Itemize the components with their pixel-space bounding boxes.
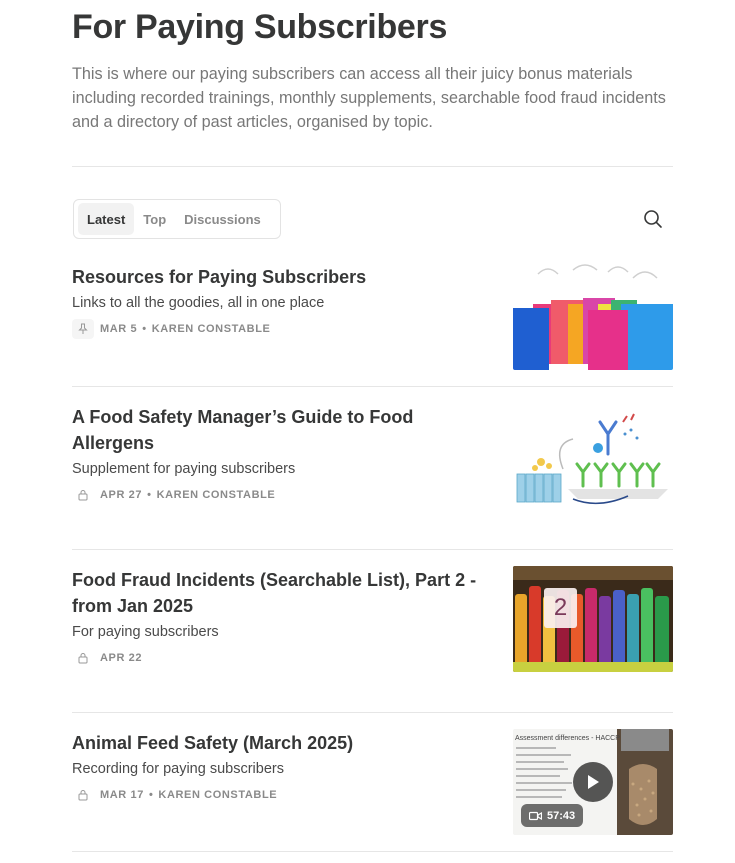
divider	[72, 166, 673, 167]
tab-latest[interactable]: Latest	[78, 203, 134, 235]
post-item[interactable]	[72, 730, 673, 836]
divider	[72, 851, 673, 852]
pin-icon	[72, 319, 94, 339]
video-duration: 57:43	[547, 809, 576, 822]
video-duration-badge	[521, 804, 583, 827]
post-subtitle: Recording for paying subscribers	[72, 761, 284, 777]
post-thumbnail[interactable]	[513, 264, 673, 370]
post-item[interactable]	[72, 567, 673, 673]
post-item[interactable]	[72, 264, 673, 370]
post-subtitle: Supplement for paying subscribers	[72, 461, 296, 477]
post-title[interactable]: Resources for Paying Subscribers	[72, 267, 367, 287]
post-meta	[72, 648, 492, 668]
page-description: This is where our paying subscribers can access all their juicy bonus materials including recorded trainings, monthly supplements, searchable food fraud incidents and a directory of past articles, organised by topic.	[72, 65, 666, 131]
post-item[interactable]	[72, 404, 673, 510]
post-author[interactable]: KAREN CONSTABLE	[158, 789, 278, 801]
post-tabs	[73, 199, 281, 239]
video-thumbnail[interactable]	[513, 729, 673, 835]
tab-top[interactable]: Top	[143, 211, 167, 227]
post-meta: MAR 17 • KAREN CONSTABLE	[72, 785, 492, 805]
post-date: APR 22	[100, 652, 143, 664]
post-date: MAR 5	[100, 323, 138, 335]
post-title[interactable]: Food Fraud Incidents (Searchable List), Part 2 - from Jan 2025	[72, 570, 477, 616]
slide-heading: Assessment differences - HACCP	[515, 735, 620, 742]
lock-icon	[72, 485, 94, 505]
post-meta: MAR 5 • KAREN CONSTABLE	[72, 319, 492, 339]
lock-icon	[72, 785, 94, 805]
lock-icon	[72, 648, 94, 668]
search-button[interactable]	[638, 204, 668, 234]
post-number-badge: 2	[544, 588, 577, 628]
divider	[72, 712, 673, 713]
play-button[interactable]	[573, 762, 613, 802]
post-subtitle: Links to all the goodies, all in one place	[72, 295, 325, 311]
post-date: MAR 17	[100, 789, 144, 801]
post-meta: APR 27 • KAREN CONSTABLE	[72, 485, 492, 505]
play-icon	[586, 774, 600, 790]
post-date: APR 27	[100, 489, 143, 501]
post-thumbnail[interactable]	[513, 404, 673, 510]
search-icon	[643, 209, 663, 229]
divider	[72, 386, 673, 387]
page-title: For Paying Subscribers	[72, 8, 448, 46]
post-title[interactable]: A Food Safety Manager’s Guide to Food Allergens	[72, 407, 414, 453]
tab-discussions[interactable]: Discussions	[184, 211, 261, 227]
post-thumbnail[interactable]	[513, 566, 673, 672]
video-camera-icon	[529, 811, 542, 821]
post-title[interactable]: Animal Feed Safety (March 2025)	[72, 733, 354, 753]
post-author[interactable]: KAREN CONSTABLE	[156, 489, 276, 501]
post-subtitle: For paying subscribers	[72, 624, 219, 640]
divider	[72, 549, 673, 550]
post-author[interactable]: KAREN CONSTABLE	[151, 323, 271, 335]
